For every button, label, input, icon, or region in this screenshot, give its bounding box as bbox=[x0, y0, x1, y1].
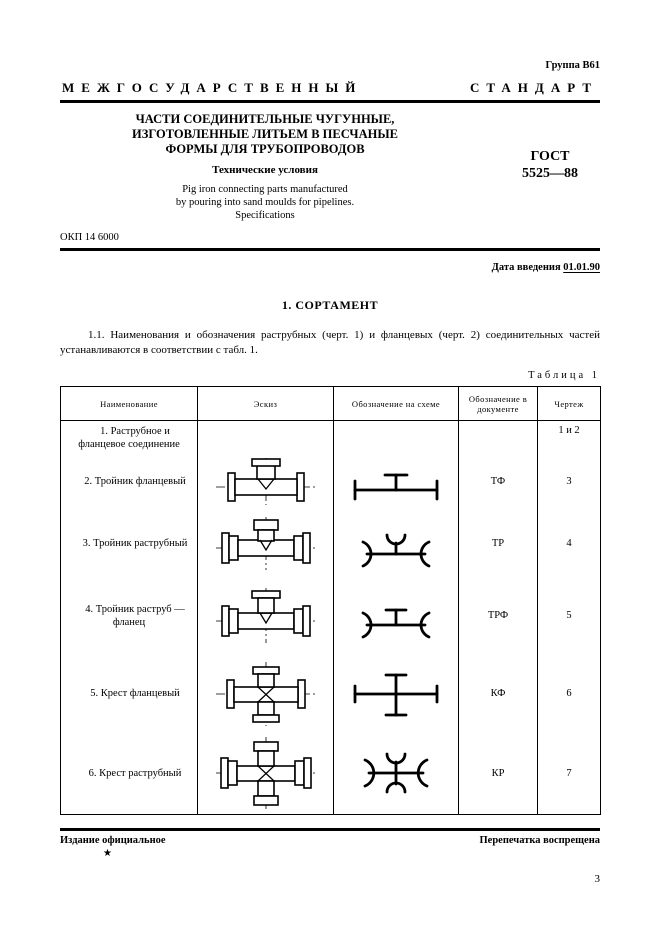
row-sketch bbox=[198, 453, 334, 511]
row-name: 5. Крест фланцевый bbox=[61, 655, 198, 733]
row-name: 1. Раструбное и фланцевое соединение bbox=[61, 421, 198, 453]
date-label: Дата введения bbox=[491, 262, 561, 273]
okp-rule bbox=[60, 248, 600, 251]
row-name: 6. Крест раструбный bbox=[61, 733, 198, 815]
header-rule bbox=[60, 100, 600, 103]
socket-tee-symbol-icon bbox=[341, 519, 451, 569]
row-sketch bbox=[198, 577, 334, 655]
table-row bbox=[61, 453, 601, 511]
title-en-line-2: by pouring into sand moulds for pipelines. bbox=[175, 197, 355, 208]
col-header-name: Наименование bbox=[61, 387, 198, 421]
title-column bbox=[60, 112, 470, 222]
row-doc-code: ТФ bbox=[459, 453, 538, 511]
gost-label: ГОСТ bbox=[530, 149, 570, 164]
date-value: 01.01.90 bbox=[563, 262, 600, 273]
flanged-tee-symbol-icon bbox=[341, 460, 451, 504]
row-schema bbox=[334, 655, 459, 733]
row-sketch bbox=[198, 655, 334, 733]
flanged-cross-sketch-icon bbox=[214, 660, 318, 728]
standard-type-line bbox=[60, 80, 600, 96]
col-header-schema: Обозначение на схеме bbox=[334, 387, 459, 421]
table-header-row bbox=[61, 387, 601, 421]
row-doc-code: ТРФ bbox=[459, 577, 538, 655]
page-number: 3 bbox=[594, 873, 600, 885]
gost-designation bbox=[502, 148, 598, 182]
table-row bbox=[61, 421, 601, 453]
row-schema bbox=[334, 453, 459, 511]
title-en-line-3: Specifications bbox=[235, 210, 295, 221]
footer bbox=[60, 835, 600, 846]
row-name: 3. Тройник раструбный bbox=[61, 511, 198, 577]
row-doc-code bbox=[459, 421, 538, 453]
title-en-line-1: Pig iron connecting parts manufactured bbox=[182, 184, 348, 195]
col-header-doc-code: Обозначение в документе bbox=[459, 387, 538, 421]
socket-flange-tee-symbol-icon bbox=[341, 591, 451, 641]
row-drawing: 6 bbox=[538, 655, 601, 733]
socket-flange-tee-sketch-icon bbox=[214, 586, 318, 646]
row-schema bbox=[334, 421, 459, 453]
socket-cross-symbol-icon bbox=[341, 741, 451, 805]
row-name: 4. Тройник раструб — фланец bbox=[61, 577, 198, 655]
star-icon: ★ bbox=[103, 848, 112, 859]
okp-code: ОКП 14 6000 bbox=[60, 232, 119, 243]
row-sketch bbox=[198, 733, 334, 815]
row-drawing: 1 и 2 bbox=[538, 421, 601, 453]
standard-word-1: МЕЖГОСУДАРСТВЕННЫЙ bbox=[62, 80, 363, 95]
table-row bbox=[61, 511, 601, 577]
row-sketch bbox=[198, 421, 334, 453]
row-schema bbox=[334, 511, 459, 577]
title-subtitle: Технические условия bbox=[212, 164, 318, 176]
group-label: Группа В61 bbox=[545, 60, 600, 71]
table-row bbox=[61, 577, 601, 655]
row-drawing: 7 bbox=[538, 733, 601, 815]
introduction-date bbox=[60, 262, 600, 273]
socket-tee-sketch-icon bbox=[214, 515, 318, 573]
paragraph-1-1: 1.1. Наименования и обозначения раструбных (черт. 1) и фланцевых (черт. 2) соединительных частей устанавливаются в соответствии с табл. 1. bbox=[60, 329, 600, 356]
table-caption: Таблица 1 bbox=[528, 370, 600, 381]
table-row bbox=[61, 655, 601, 733]
sortament-table bbox=[60, 386, 601, 815]
row-schema bbox=[334, 577, 459, 655]
row-name: 2. Тройник фланцевый bbox=[61, 453, 198, 511]
gost-number: 5525—88 bbox=[522, 166, 578, 181]
title-en bbox=[60, 183, 470, 222]
row-drawing: 3 bbox=[538, 453, 601, 511]
row-doc-code: КР bbox=[459, 733, 538, 815]
flanged-tee-sketch-icon bbox=[214, 456, 318, 508]
row-drawing: 5 bbox=[538, 577, 601, 655]
title-line-1: ЧАСТИ СОЕДИНИТЕЛЬНЫЕ ЧУГУННЫЕ, bbox=[135, 112, 395, 126]
title-ru bbox=[60, 112, 470, 157]
official-edition-label: Издание официальное bbox=[60, 835, 166, 846]
table-row bbox=[61, 733, 601, 815]
title-section bbox=[60, 112, 600, 230]
reprint-forbidden-label: Перепечатка воспрещена bbox=[479, 835, 600, 846]
col-header-drawing: Чертеж bbox=[538, 387, 601, 421]
row-schema bbox=[334, 733, 459, 815]
col-header-sketch: Эскиз bbox=[198, 387, 334, 421]
footer-rule bbox=[60, 828, 600, 831]
section-heading: 1. СОРТАМЕНТ bbox=[281, 298, 379, 312]
row-sketch bbox=[198, 511, 334, 577]
flanged-cross-symbol-icon bbox=[341, 665, 451, 723]
row-doc-code: ТР bbox=[459, 511, 538, 577]
row-doc-code: КФ bbox=[459, 655, 538, 733]
socket-cross-sketch-icon bbox=[214, 735, 318, 811]
title-line-3: ФОРМЫ ДЛЯ ТРУБОПРОВОДОВ bbox=[165, 142, 365, 156]
row-drawing: 4 bbox=[538, 511, 601, 577]
title-line-2: ИЗГОТОВЛЕННЫЕ ЛИТЬЕМ В ПЕСЧАНЫЕ bbox=[132, 127, 398, 141]
standard-word-2: СТАНДАРТ bbox=[469, 80, 598, 95]
